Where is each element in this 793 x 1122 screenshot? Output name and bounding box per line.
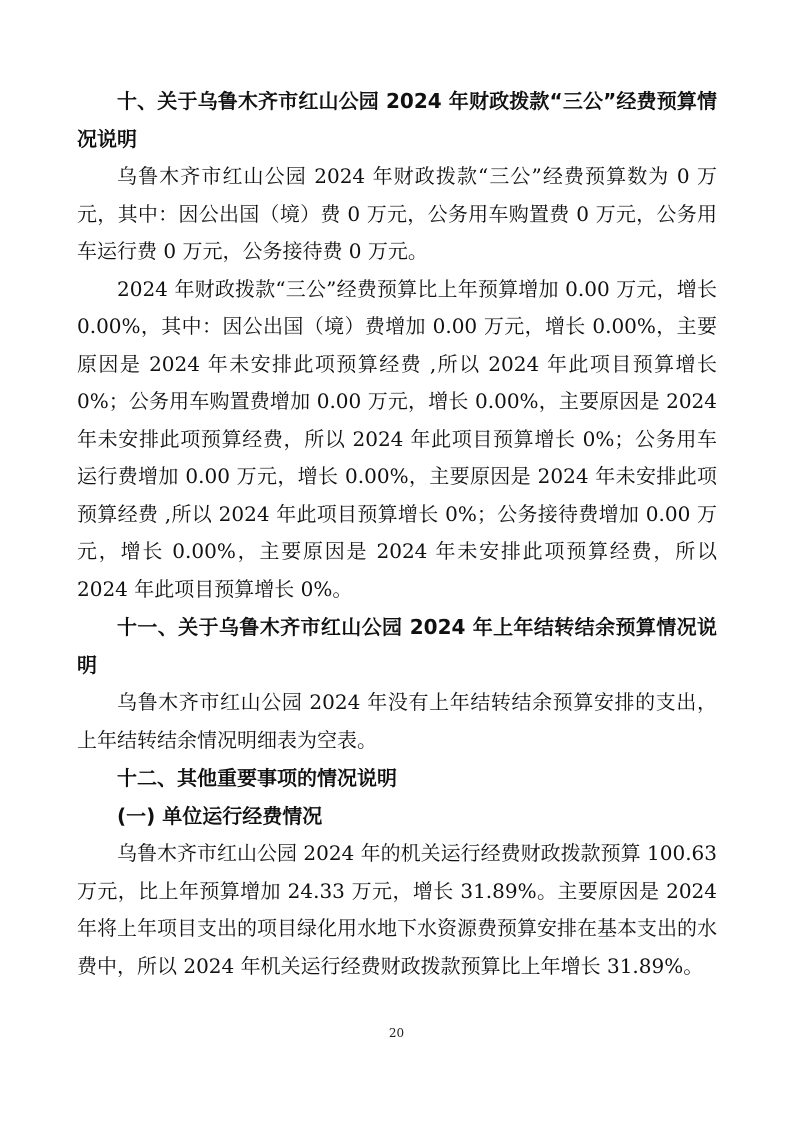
page-number: 20 bbox=[388, 1026, 405, 1040]
section-10-paragraph-1: 乌鲁木齐市红山公园 2024 年财政拨款“三公”经费预算数为 0 万元，其中：因公出国（境）费 0 万元，公务用车购置费 0 万元，公务用车运行费 0 万元，公务接待费 0 万元。 bbox=[77, 164, 717, 263]
section-10-paragraph-2: 2024 年财政拨款“三公”经费预算比上年预算增加 0.00 万元，增长 0.00%，其中：因公出国（境）费增加 0.00 万元，增长 0.00%，主要原因是 2024 年未安排此项预算经费 ,所以 2024 年此项目预算增长 0%；公务用车购置费增加 0.00 万元，增长 0.00%，主要原因是 2024 年未安排此项预算经费，所以 2024 年此项目预算增长 0%；公务用车运行费增加 0.00 万元，增长 0.00%，主要原因是 2024 年未安排此项预算经费 ,所以 2024 年此项目预算增长 0%；公务接待费增加 0.00 万元，增长 0.00%，主要原因是 2024 年未安排此项预算经费，所以 2024 年此项目预算增长 0%。 bbox=[77, 276, 717, 601]
section-11-paragraph-1: 乌鲁木齐市红山公园 2024 年没有上年结转结余预算安排的支出，上年结转结余情况明细表为空表。 bbox=[77, 690, 717, 752]
section-12-paragraph-1: 乌鲁木齐市红山公园 2024 年的机关运行经费财政拨款预算 100.63 万元，比上年预算增加 24.33 万元，增长 31.89%。主要原因是 2024 年将上年项目支出的项目绿化用水地下水资源费预算安排在基本支出的水费中，所以 2024 年机关运行经费财政拨款预算比上年增长 31.89%。 bbox=[77, 841, 717, 978]
section-11-heading: 十一、关于乌鲁木齐市红山公园 2024 年上年结转结余预算情况说明 bbox=[77, 615, 717, 677]
section-12-heading: 十二、其他重要事项的情况说明 bbox=[117, 766, 397, 790]
section-12-subheading: (一) 单位运行经费情况 bbox=[117, 804, 323, 828]
section-10-heading: 十、关于乌鲁木齐市红山公园 2024 年财政拨款“三公”经费预算情况说明 bbox=[77, 89, 717, 151]
page-content bbox=[77, 82, 717, 985]
